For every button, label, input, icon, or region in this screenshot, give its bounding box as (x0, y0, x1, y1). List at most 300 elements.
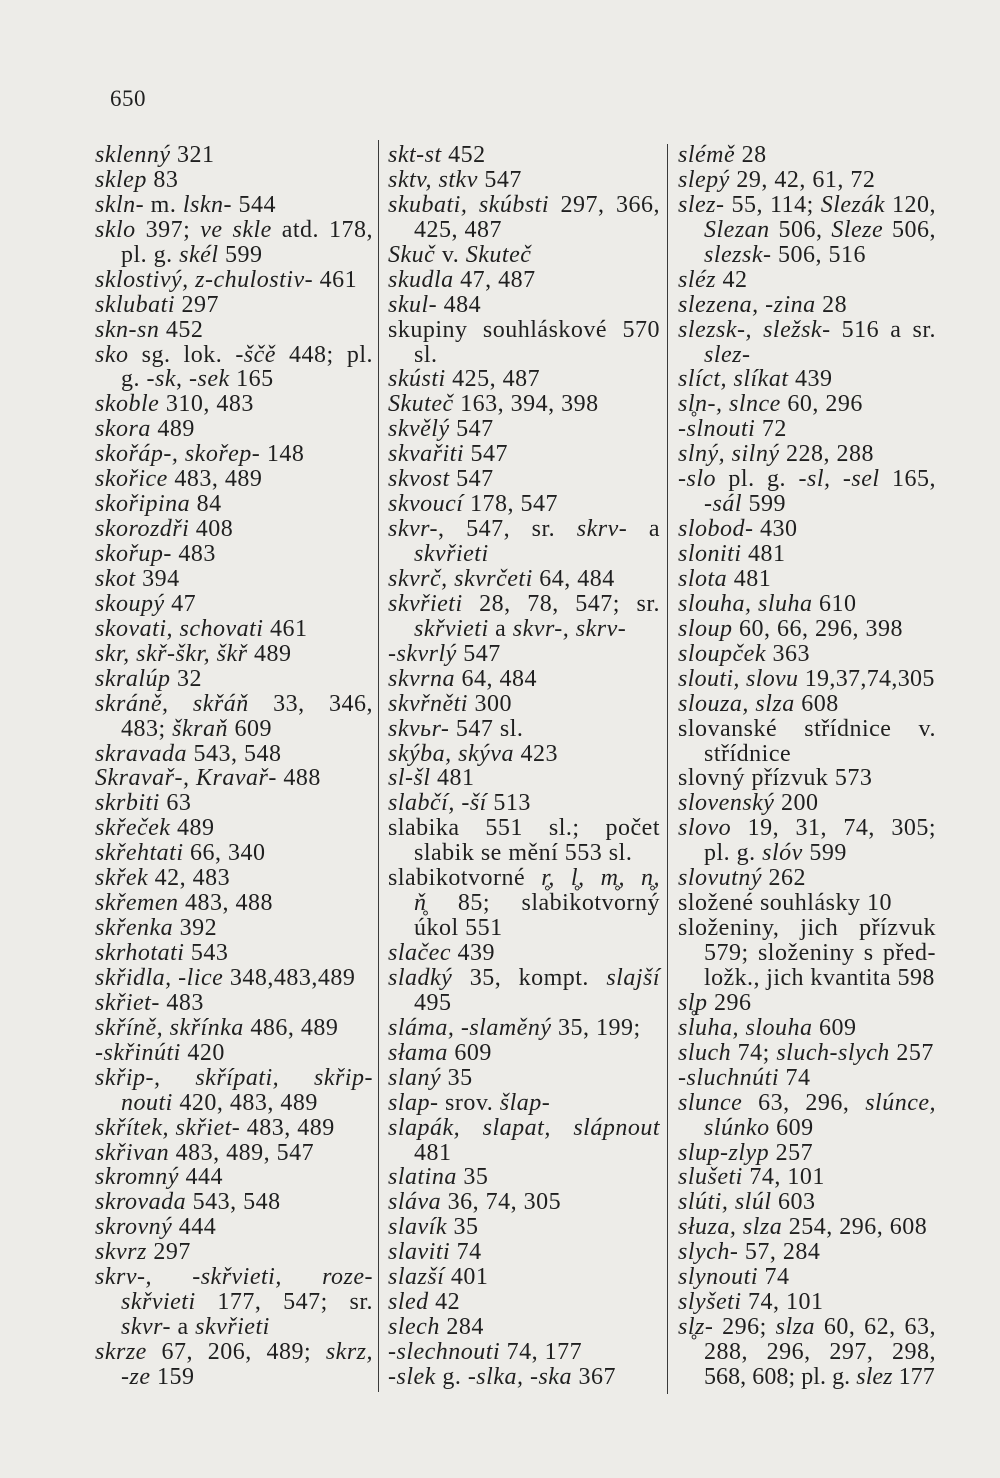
italic-form: sloup (678, 615, 733, 642)
roman-text: slabik se mění 553 sl. (414, 840, 633, 867)
index-entry-line (95, 1190, 373, 1215)
index-entry-line (678, 766, 936, 791)
roman-text: 484 (437, 291, 482, 318)
italic-form: skrz, (325, 1339, 373, 1365)
line-text (95, 1339, 373, 1365)
line-text (414, 915, 503, 941)
line-text (414, 1140, 452, 1166)
index-entry (95, 343, 373, 393)
line-text (678, 1015, 857, 1041)
index-entry (95, 1265, 373, 1340)
index-entry-line (95, 143, 373, 168)
italic-form: skvrna (388, 665, 455, 692)
roman-text: 35 (456, 1164, 489, 1191)
index-entry (678, 1315, 936, 1390)
line-text (95, 890, 273, 916)
roman-text: 47, 487 (453, 266, 536, 293)
line-text (121, 1289, 373, 1315)
index-entry (388, 766, 660, 791)
index-continuation-line (388, 343, 660, 368)
roman-text: 348,483,489 (223, 964, 356, 991)
index-entry-line (95, 617, 373, 642)
roman-text: 28, 78, 547; sr. (462, 590, 660, 617)
roman-text: 609 (812, 1014, 857, 1041)
index-entry (95, 318, 373, 343)
line-text (388, 242, 531, 268)
line-text (95, 1015, 338, 1041)
roman-text: 60, 66, 296, 398 (732, 615, 904, 642)
line-text (95, 790, 191, 816)
index-continuation-line (95, 243, 373, 268)
index-entry (388, 392, 660, 417)
index-entry (388, 1265, 660, 1290)
roman-text: 74, 177 (500, 1339, 583, 1365)
italic-form: skřeček (95, 815, 171, 842)
index-entry (95, 293, 373, 318)
line-text (678, 416, 787, 442)
line-text (704, 1364, 935, 1390)
index-entry-line (95, 318, 373, 343)
italic-form: ve skle (200, 216, 272, 243)
line-text (388, 865, 660, 891)
index-continuation-line (678, 841, 936, 866)
italic-form: skřenka (95, 915, 174, 942)
italic-form: slavík (388, 1214, 447, 1241)
italic-form: skřvieti (121, 1289, 196, 1316)
roman-text: 177 (892, 1363, 935, 1390)
line-text (678, 765, 872, 791)
index-entry-line (678, 592, 936, 617)
roman-text: 74, 101 (742, 1164, 825, 1191)
index-entry (388, 667, 660, 692)
line-text (95, 691, 373, 717)
index-entry-line (678, 866, 936, 891)
italic-form: slajší (606, 964, 660, 991)
roman-text: , 547, sr. (438, 516, 577, 543)
line-text (704, 217, 936, 243)
index-entry-line (388, 791, 660, 816)
roman-text: 321 (170, 142, 215, 168)
line-text (121, 1314, 270, 1340)
index-entry (388, 168, 660, 193)
roman-text: g. (121, 366, 147, 393)
italic-form: slezsk-, sležsk- (678, 316, 831, 343)
roman-text: 85; slabikotvorný (426, 890, 660, 917)
roman-text: 159 (150, 1363, 195, 1390)
roman-text: 254, 296, 608 (782, 1214, 928, 1241)
roman-text: 547 sl. (449, 715, 524, 742)
index-entry-line (678, 1240, 936, 1265)
index-entry-line (678, 1041, 936, 1066)
line-text (388, 1364, 616, 1390)
roman-text: 401 (444, 1264, 489, 1291)
index-continuation-line (678, 966, 936, 991)
line-text (678, 641, 810, 667)
roman-text: 452 (441, 142, 486, 168)
index-continuation-line (678, 1340, 936, 1365)
line-text (678, 616, 903, 642)
line-text (95, 815, 214, 841)
roman-text: 84 (190, 491, 222, 518)
index-entry (678, 193, 936, 268)
italic-form: -skřinúti (95, 1039, 181, 1066)
line-text (388, 1289, 460, 1315)
line-text (678, 516, 798, 542)
line-text (678, 716, 936, 742)
roman-text: 178, 547 (463, 491, 558, 518)
italic-form: sko (95, 341, 129, 368)
line-text (678, 1040, 934, 1066)
line-text (678, 267, 748, 293)
roman-text: 397; (135, 216, 201, 243)
italic-form: skořup- (95, 541, 172, 567)
italic-form: skn-sn (95, 316, 160, 343)
roman-text: 483, 489 (240, 1114, 335, 1141)
index-entry-line (678, 417, 936, 442)
italic-form: slyšeti (678, 1289, 742, 1316)
line-text (388, 691, 512, 717)
index-entry (678, 318, 936, 368)
index-entry-line (95, 1240, 373, 1265)
line-text (704, 940, 936, 966)
line-text (414, 990, 452, 1016)
italic-form: sl̥p (678, 989, 708, 1016)
line-text (388, 192, 660, 218)
index-entry-line (95, 1165, 373, 1190)
italic-form: slouti, slovu (678, 665, 799, 692)
italic-form: -skvrlý (388, 640, 457, 667)
italic-form: skr, skř-škr, škř (95, 640, 248, 667)
index-entry (678, 168, 936, 193)
index-entry-line (678, 542, 936, 567)
italic-form: skvost (388, 466, 450, 493)
roman-text: 42 (716, 266, 748, 293)
line-text (95, 292, 219, 318)
roman-text: 452 (159, 316, 204, 343)
index-entry-line (678, 567, 936, 592)
index-entry (95, 742, 373, 767)
italic-form: skorozdři (95, 516, 190, 543)
roman-text: 148 (260, 441, 305, 468)
italic-form: skústi (388, 366, 446, 393)
italic-form: slovutný (678, 865, 762, 892)
line-text (388, 1314, 484, 1340)
roman-text: 547 (449, 466, 494, 493)
line-text (678, 691, 839, 717)
line-text (678, 167, 875, 193)
index-continuation-line (95, 1290, 373, 1315)
line-text (388, 591, 660, 617)
line-text (95, 317, 203, 343)
line-text (388, 142, 486, 168)
roman-text: skupiny souhláskové 570 (388, 316, 660, 343)
italic-form: slezena, -zina (678, 291, 816, 318)
line-text (95, 491, 222, 517)
roman-text: 163, 394, 398 (453, 391, 599, 418)
index-entry-line (95, 891, 373, 916)
line-text (678, 591, 857, 617)
line-text (95, 591, 196, 617)
index-entry (388, 417, 660, 442)
italic-form: slazší (388, 1264, 445, 1291)
roman-text: pl. g. (704, 840, 763, 867)
index-entry (678, 766, 936, 791)
index-entry-line (388, 193, 660, 218)
italic-form: slúti, slúl (678, 1189, 772, 1216)
roman-text: 495 (414, 989, 452, 1016)
index-entry (678, 1016, 936, 1041)
roman-text: 425, 487 (445, 366, 541, 393)
roman-text: složené souhlásky 10 (678, 890, 892, 917)
index-entry (678, 1141, 936, 1166)
index-entry (678, 467, 936, 517)
italic-form: sklo (95, 216, 136, 243)
roman-text: a (171, 1314, 196, 1341)
italic-form: -sk (146, 366, 176, 393)
index-entry-line (95, 941, 373, 966)
line-text (678, 890, 892, 916)
roman-text: 444 (178, 1164, 223, 1191)
index-entry-line (95, 1141, 373, 1166)
italic-form: skrze (95, 1339, 147, 1365)
index-entry (388, 742, 660, 767)
roman-text: 297 (146, 1239, 191, 1266)
roman-text: a (627, 516, 660, 543)
index-entry (678, 1265, 936, 1290)
index-entry-line (95, 1340, 373, 1365)
index-continuation-line (388, 891, 660, 916)
index-entry-line (678, 467, 936, 492)
italic-form: skln- (95, 191, 145, 218)
italic-form: sl-šl (388, 765, 431, 792)
line-text (388, 1065, 473, 1091)
index-entry (95, 1340, 373, 1390)
roman-text: 486, 489 (243, 1014, 339, 1041)
index-entry (95, 542, 373, 567)
index-entry (95, 1116, 373, 1141)
roman-text: 543, 548 (186, 1189, 281, 1216)
roman-text: 481 (414, 1139, 452, 1166)
line-text (388, 466, 494, 492)
index-entry (388, 193, 660, 243)
line-text (678, 666, 935, 692)
italic-form: Skravař-, Kravař- (95, 765, 277, 792)
roman-text: 481 (741, 541, 786, 567)
roman-text: 489 (247, 640, 292, 667)
index-entry (388, 717, 660, 742)
line-text (678, 1065, 811, 1091)
roman-text: 284 (439, 1314, 484, 1341)
index-entry-line (388, 367, 660, 392)
index-entry-line (388, 966, 660, 991)
index-continuation-line (95, 1091, 373, 1116)
index-entry (95, 567, 373, 592)
index-entry-line (678, 1190, 936, 1215)
roman-text: 33, 346, (248, 690, 373, 717)
index-entry (95, 966, 373, 991)
line-text (95, 466, 262, 492)
index-continuation-line (678, 492, 936, 517)
index-entry (678, 567, 936, 592)
index-entry-line (678, 1016, 936, 1041)
line-text (95, 1140, 314, 1166)
roman-text: slovný přízvuk 573 (678, 765, 873, 792)
index-entry (388, 1165, 660, 1190)
roman-text: 72 (755, 416, 787, 443)
roman-text: 516 a sr. (830, 316, 936, 343)
roman-text: g. (435, 1363, 468, 1390)
roman-text: 439 (788, 366, 833, 393)
index-entry (95, 1041, 373, 1066)
index-continuation-line (678, 941, 936, 966)
italic-form: slíct, slíkat (678, 366, 789, 393)
italic-form: slovenský (678, 790, 775, 817)
index-entry-line (678, 143, 936, 168)
index-entry (678, 1165, 936, 1190)
index-entry-line (388, 1265, 660, 1290)
italic-form: slačec (388, 940, 451, 966)
italic-form: sklep (95, 166, 147, 193)
italic-form: skvělý (388, 416, 450, 443)
index-entry-line (388, 143, 660, 168)
index-entry-line (678, 916, 936, 941)
index-entry-line (95, 1215, 373, 1240)
index-entry (388, 268, 660, 293)
line-text (388, 267, 536, 293)
index-entry-line (388, 517, 660, 542)
roman-text: 83 (146, 166, 179, 193)
index-entry-line (678, 367, 936, 392)
line-text (95, 1189, 281, 1215)
index-entry-line (95, 218, 373, 243)
italic-form: -slek (388, 1363, 436, 1390)
index-entry (95, 268, 373, 293)
line-text (121, 1364, 194, 1390)
index-entry (678, 417, 936, 442)
index-entry-line (388, 1190, 660, 1215)
index-entry-line (388, 492, 660, 517)
index-entry (95, 766, 373, 791)
italic-form: slouha, sluha (678, 590, 813, 617)
line-text (388, 1015, 641, 1041)
italic-form: skřehtati (95, 840, 184, 867)
index-entry-line (388, 1290, 660, 1315)
line-text (95, 441, 304, 467)
italic-form: skubati, skúbsti (388, 191, 549, 218)
index-entry (95, 492, 373, 517)
line-text (704, 840, 847, 866)
index-entry (678, 542, 936, 567)
italic-form: skořipina (95, 491, 191, 518)
italic-form: skul- (388, 291, 438, 318)
line-text (388, 1189, 561, 1215)
italic-form: skřítek, skřiet- (95, 1114, 241, 1141)
line-text (388, 716, 523, 742)
roman-text: slabikotvorné (388, 865, 542, 892)
italic-form: skromný (95, 1164, 179, 1191)
italic-form: -ze (121, 1363, 151, 1390)
page-number: 650 (110, 86, 146, 111)
roman-text: 547 (449, 416, 494, 443)
italic-form: skvařiti (388, 441, 464, 468)
index-continuation-line (678, 343, 936, 368)
index-entry-line (388, 268, 660, 293)
roman-text: 74; (731, 1039, 777, 1066)
roman-text: 543 (184, 940, 229, 966)
roman-text: 66, 340 (183, 840, 266, 867)
line-text (678, 915, 936, 941)
italic-form: slouza, slza (678, 690, 795, 717)
line-text (95, 217, 373, 243)
index-entry-line (388, 667, 660, 692)
index-entry (388, 1290, 660, 1315)
index-entry-line (678, 1290, 936, 1315)
index-entry-line (95, 791, 373, 816)
line-text (388, 1115, 660, 1141)
roman-text: 609 (769, 1114, 814, 1141)
column-divider (667, 144, 668, 1394)
index-continuation-line (678, 243, 936, 268)
index-entry-line (678, 1141, 936, 1166)
index-entry-line (388, 717, 660, 742)
line-text (678, 192, 936, 218)
line-text (95, 416, 195, 442)
line-text (678, 142, 767, 168)
line-text (678, 1189, 816, 1215)
italic-form: slabčí, -ší (388, 790, 487, 817)
roman-text: 42, 483 (148, 865, 231, 892)
index-entry-line (388, 1066, 660, 1091)
roman-text: 603 (771, 1189, 816, 1216)
index-entry-line (95, 392, 373, 417)
index-entry-line (678, 717, 936, 742)
italic-form: skrv- (576, 516, 628, 543)
index-entry (95, 1141, 373, 1166)
index-entry-line (678, 991, 936, 1016)
line-text (678, 1164, 825, 1190)
italic-form: slobod- (678, 516, 754, 543)
index-entry-line (678, 442, 936, 467)
line-text (678, 366, 833, 392)
index-column-2 (388, 143, 660, 1390)
line-text (95, 1214, 216, 1240)
line-text (704, 1115, 814, 1141)
index-entry (95, 891, 373, 916)
roman-text: 165 (229, 366, 274, 393)
line-text (388, 292, 481, 318)
index-column-3 (678, 143, 936, 1390)
italic-form: slaviti (388, 1239, 451, 1266)
line-text (678, 1214, 927, 1240)
index-entry (678, 1215, 936, 1240)
index-entry-line (95, 642, 373, 667)
line-text (388, 1164, 488, 1190)
italic-form: slúnce, (865, 1089, 936, 1116)
roman-text: sg. lok. (128, 341, 236, 368)
line-text (121, 716, 272, 742)
roman-text: 609 (228, 715, 273, 742)
italic-form: sklubati (95, 291, 175, 318)
italic-form: slup-zlyp (678, 1139, 770, 1166)
roman-text: 599 (742, 491, 786, 518)
italic-form: skrv-, -skřvieti, roze- (95, 1264, 373, 1291)
italic-form: skýba, skýva (388, 740, 514, 767)
index-entry-line (388, 392, 660, 417)
line-text (95, 616, 307, 642)
line-text (95, 666, 202, 692)
italic-form: slez (856, 1363, 893, 1390)
line-text (388, 167, 522, 193)
